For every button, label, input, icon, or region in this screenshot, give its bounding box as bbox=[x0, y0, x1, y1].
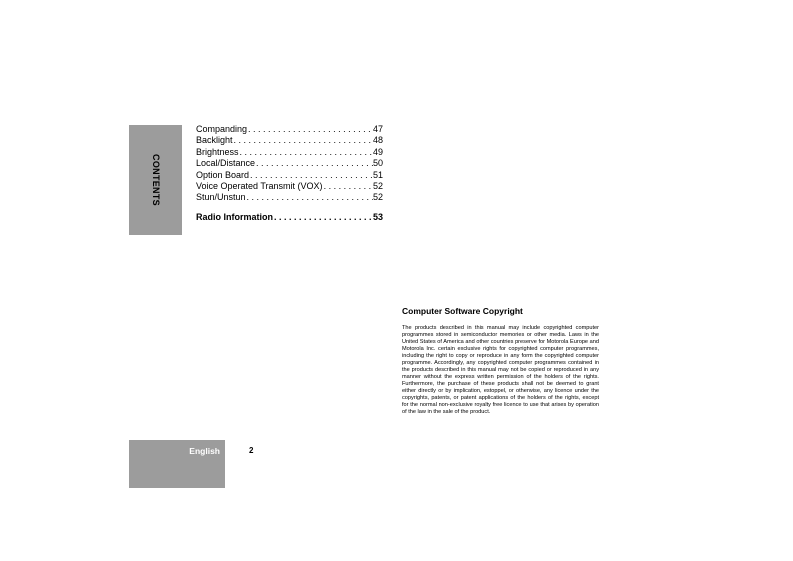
toc-entry[interactable] bbox=[196, 124, 383, 135]
toc-leader-dots bbox=[246, 192, 373, 203]
table-of-contents bbox=[196, 124, 383, 223]
copyright-body: The products described in this manual may include copyrighted computer programmes stored in semiconductor memories or other media. Laws in the United States of America and other countries preserve for Motorola Europe and Motorola Inc. certain exclusive rights for copyrighted computer programmes, including the right to copy or reproduce in any form the copyrighted computer programme. Accordingly, any copyrighted computer programmes contained in the products described in this manual may not be copied or reproduced in any manner without the express written permission of the holders of the rights. Furthermore, the purchase of these products shall not be deemed to grant either directly or by implication, estoppel, or otherwise, any licence under the copyrights, patents, or patent applications of the holders of the rights, except for the normal non-exclusive royalty free licence to use that arises by operation of the law in the sale of the product. bbox=[402, 325, 599, 415]
toc-entry[interactable] bbox=[196, 170, 383, 181]
language-tab bbox=[129, 440, 225, 488]
toc-leader-dots bbox=[273, 212, 373, 223]
toc-entry-page: 50 bbox=[372, 158, 383, 169]
toc-section-entry[interactable] bbox=[196, 212, 383, 223]
toc-entry[interactable] bbox=[196, 192, 383, 203]
toc-leader-dots bbox=[233, 135, 373, 146]
toc-entry-page: 52 bbox=[372, 181, 383, 192]
toc-entry-page: 48 bbox=[372, 135, 383, 146]
toc-entry-label: Voice Operated Transmit (VOX) bbox=[196, 181, 323, 192]
toc-entry-page: 52 bbox=[372, 192, 383, 203]
toc-leader-dots bbox=[249, 170, 373, 181]
toc-section-label: Radio Information bbox=[196, 211, 273, 222]
toc-entry-label: Stun/Unstun bbox=[196, 192, 246, 203]
toc-entry[interactable] bbox=[196, 135, 383, 146]
toc-entry[interactable] bbox=[196, 147, 383, 158]
toc-entry-label: Backlight bbox=[196, 135, 233, 146]
toc-entry-page: 49 bbox=[372, 146, 383, 157]
toc-section-page: 53 bbox=[372, 211, 383, 222]
language-label: English bbox=[189, 446, 220, 456]
toc-leader-dots bbox=[247, 124, 373, 135]
toc-entry-label: Option Board bbox=[196, 169, 250, 180]
toc-entry[interactable] bbox=[196, 181, 383, 192]
toc-entry-page: 47 bbox=[372, 124, 383, 134]
toc-entry-label: Companding bbox=[196, 124, 248, 134]
toc-entry-label: Brightness bbox=[196, 146, 239, 157]
copyright-section bbox=[402, 306, 599, 416]
toc-entry-page: 51 bbox=[372, 169, 383, 180]
toc-leader-dots bbox=[255, 158, 373, 169]
toc-leader-dots bbox=[323, 181, 373, 192]
page-number: 2 bbox=[249, 446, 254, 455]
toc-entry[interactable] bbox=[196, 158, 383, 169]
contents-tab-label: CONTENTS bbox=[150, 154, 161, 206]
toc-entry-label: Local/Distance bbox=[196, 158, 256, 169]
toc-leader-dots bbox=[239, 147, 373, 158]
contents-section-tab bbox=[129, 125, 182, 235]
copyright-heading: Computer Software Copyright bbox=[402, 306, 523, 316]
